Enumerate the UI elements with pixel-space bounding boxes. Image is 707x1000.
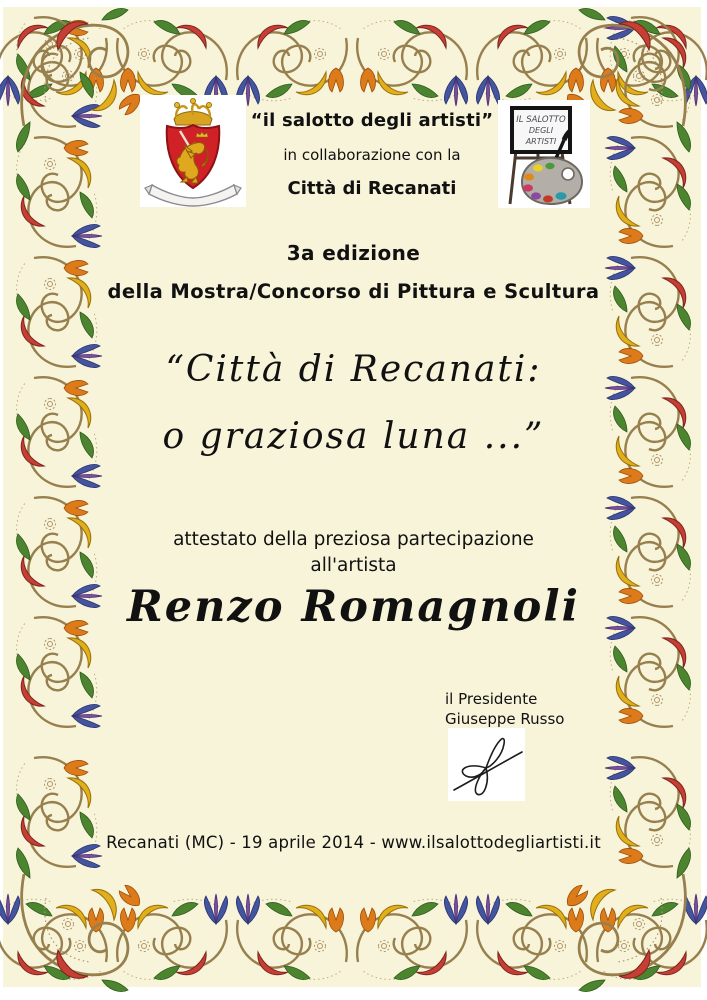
artist-name: Renzo Romagnoli — [127, 582, 580, 632]
quote-line2: o graziosa luna ...” — [162, 416, 545, 457]
exhibition-title: della Mostra/Concorso di Pittura e Scultura — [107, 280, 600, 303]
quote-line1: “Città di Recanati: — [165, 349, 542, 390]
president-block — [445, 689, 605, 729]
edition-line: 3a edizione — [286, 241, 421, 265]
attestation-line2: all'artista — [310, 555, 397, 576]
org-title: “il salotto degli artisti” — [250, 110, 494, 131]
president-signature — [448, 728, 525, 801]
logo-text-line3: ARTISTI — [525, 137, 557, 146]
recanati-coat-of-arms — [140, 95, 246, 207]
edition-block — [0, 241, 707, 303]
header-text-block — [246, 110, 498, 199]
logo-text-line2: DEGLI — [528, 126, 554, 135]
attestation-block — [0, 527, 707, 579]
palette-icon — [522, 158, 582, 204]
president-name: Giuseppe Russo — [445, 710, 565, 728]
city-name: Città di Recanati — [287, 178, 457, 199]
theme-quote-block — [0, 349, 707, 457]
attestation-line1: attestato della preziosa partecipazione — [173, 529, 534, 550]
salotto-logo — [498, 100, 590, 208]
collaboration-line: in collaborazione con la — [283, 146, 461, 164]
president-title: il Presidente — [445, 690, 538, 708]
logo-text-line1: IL SALOTTO — [516, 115, 566, 125]
footer-line: Recanati (MC) - 19 aprile 2014 - www.ilsalottodegliartisti.it — [106, 833, 601, 852]
